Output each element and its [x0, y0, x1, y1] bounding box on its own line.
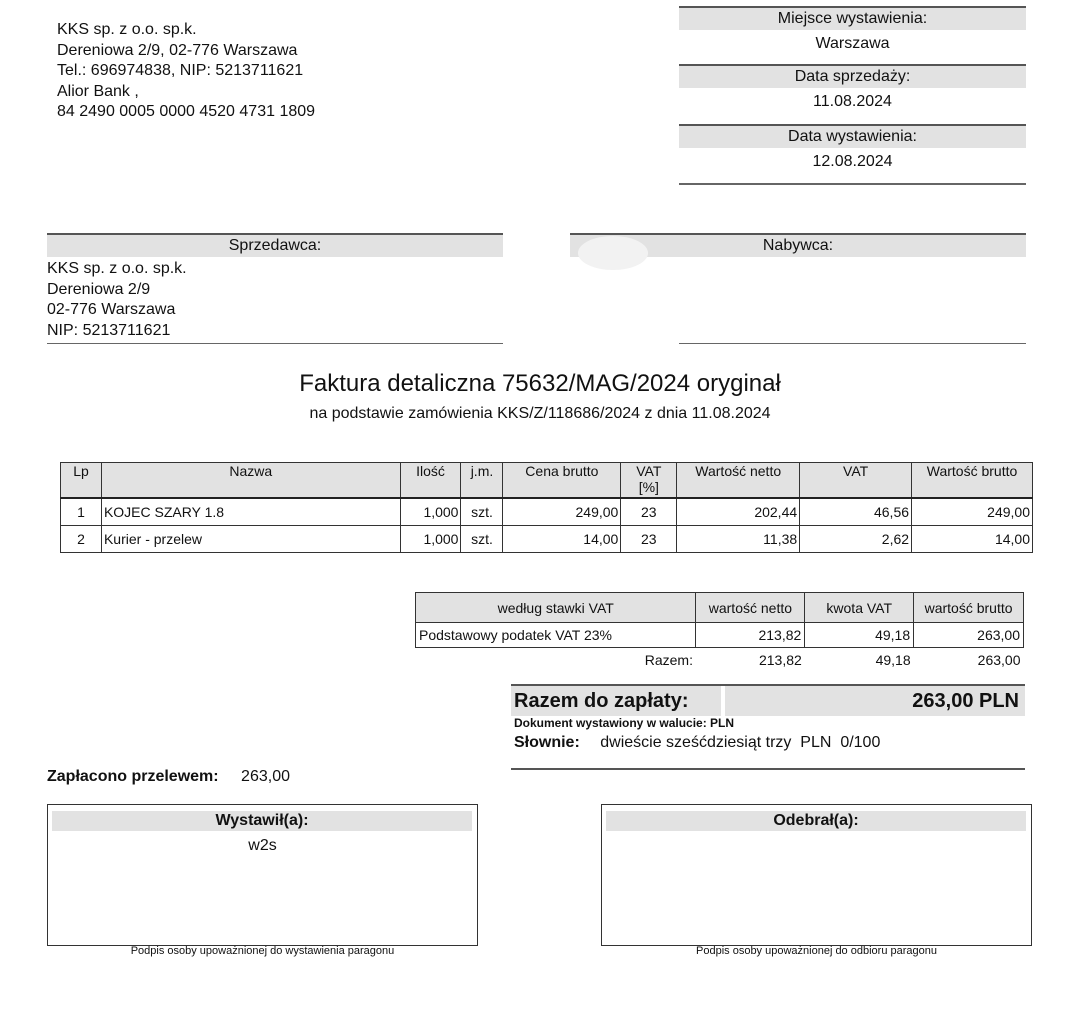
col-unit: j.m. — [461, 463, 503, 499]
issuer-caption: Podpis osoby upoważnionej do wystawienia paragonu — [130, 945, 395, 957]
col-vat: VAT — [800, 463, 912, 499]
place-label: Miejsce wystawienia: — [679, 6, 1026, 30]
vat-col-gross: wartość brutto — [914, 593, 1024, 623]
cell-gross: 249,00 — [912, 498, 1033, 526]
seller-line: NIP: 5213711621 — [47, 321, 171, 339]
seller-header-contact: Tel.: 696974838, NIP: 5213711621 — [57, 62, 304, 79]
vat-summary-table — [415, 592, 1024, 672]
vat-col-rate: według stawki VAT — [416, 593, 696, 623]
items-table — [60, 462, 1033, 553]
seller-header-account: 84 2490 0005 0000 4520 4731 1809 — [57, 103, 316, 120]
cell-net: 202,44 — [677, 498, 800, 526]
cell-net: 11,38 — [677, 526, 800, 553]
invoice-subtitle: na podstawie zamówienia KKS/Z/118686/2024 z dnia 11.08.2024 — [309, 405, 771, 422]
sale-date-value: 11.08.2024 — [813, 93, 892, 110]
seller-header — [57, 20, 315, 123]
col-vat-rate-unit: [%] — [638, 479, 659, 495]
seller-line: 02-776 Warszawa — [47, 301, 176, 318]
issue-date-label: Data wystawienia: — [679, 124, 1026, 148]
items-header-row — [61, 463, 1033, 499]
col-qty: Ilość — [400, 463, 461, 499]
buyer-rule — [679, 343, 1026, 344]
vat-col-vat: kwota VAT — [805, 593, 914, 623]
col-lp: Lp — [61, 463, 102, 499]
col-vat-rate — [621, 463, 677, 499]
issuer-value: w2s — [248, 837, 277, 854]
cell-lp: 2 — [61, 526, 102, 553]
cell-name: Kurier - przelew — [101, 526, 400, 553]
invoice-title: Faktura detaliczna 75632/MAG/2024 oryginał — [299, 370, 781, 397]
paid-value: 263,00 — [241, 768, 290, 785]
cell-price: 249,00 — [503, 498, 621, 526]
redaction-mark — [578, 236, 648, 270]
cell-lp: 1 — [61, 498, 102, 526]
payment-total: 263,00 PLN — [912, 690, 1019, 712]
cell-price: 14,00 — [503, 526, 621, 553]
place-value: Warszawa — [815, 35, 890, 52]
seller-label: Sprzedawca: — [47, 233, 503, 257]
col-name: Nazwa — [101, 463, 400, 499]
vat-header-row — [416, 593, 1024, 623]
vat-total-gross: 263,00 — [977, 652, 1021, 668]
cell-unit: szt. — [461, 498, 503, 526]
cell-qty: 1,000 — [400, 498, 461, 526]
issuer-label: Wystawił(a): — [52, 811, 472, 831]
col-vat-rate-label: VAT — [636, 463, 662, 479]
vat-rate: Podstawowy podatek VAT 23% — [416, 623, 696, 648]
currency-note: Dokument wystawiony w walucie: PLN — [514, 716, 735, 730]
vat-total-row — [416, 648, 1024, 673]
sale-date-label: Data sprzedaży: — [679, 64, 1026, 88]
table-row — [61, 526, 1033, 553]
payment-rule — [511, 768, 1025, 770]
words-value: dwieście sześćdziesiąt trzy PLN 0/100 — [600, 734, 881, 751]
vat-total-label: Razem: — [644, 652, 693, 668]
cell-qty: 1,000 — [400, 526, 461, 553]
cell-vat: 2,62 — [800, 526, 912, 553]
seller-header-name: KKS sp. z o.o. sp.k. — [57, 21, 197, 38]
vat-net: 213,82 — [696, 623, 805, 648]
vat-amount: 49,18 — [805, 623, 914, 648]
cell-vat: 46,56 — [800, 498, 912, 526]
seller-header-address: Dereniowa 2/9, 02-776 Warszawa — [57, 41, 298, 59]
cell-name: KOJEC SZARY 1.8 — [101, 498, 400, 526]
words-label: Słownie: — [514, 734, 580, 751]
vat-total-net: 213,82 — [758, 652, 802, 668]
invoice-meta — [679, 6, 1026, 185]
vat-gross: 263,00 — [914, 623, 1024, 648]
vat-row — [416, 623, 1024, 648]
seller-line: Dereniowa 2/9 — [47, 280, 151, 298]
col-gross: Wartość brutto — [912, 463, 1033, 499]
cell-vat-rate: 23 — [621, 498, 677, 526]
seller-line: KKS sp. z o.o. sp.k. — [47, 260, 187, 277]
issuer-signature-box — [47, 804, 478, 946]
issue-date-value: 12.08.2024 — [812, 153, 893, 170]
receiver-signature-box — [601, 804, 1032, 946]
col-net: Wartość netto — [677, 463, 800, 499]
cell-gross: 14,00 — [912, 526, 1033, 553]
seller-header-bank: Alior Bank , — [57, 82, 139, 100]
buyer-label: Nabywca: — [570, 233, 1026, 257]
paid-info — [47, 768, 290, 786]
table-row — [61, 498, 1033, 526]
seller-block — [47, 233, 503, 341]
payment-label: Razem do zapłaty: — [514, 690, 689, 712]
cell-vat-rate: 23 — [621, 526, 677, 553]
cell-unit: szt. — [461, 526, 503, 553]
vat-col-net: wartość netto — [696, 593, 805, 623]
vat-total-vat: 49,18 — [875, 652, 911, 668]
seller-rule — [47, 343, 503, 344]
receiver-label: Odebrał(a): — [606, 811, 1026, 831]
payment-bar-gap — [721, 686, 725, 716]
paid-label: Zapłacono przelewem: — [47, 768, 219, 785]
receiver-caption: Podpis osoby upoważnionej do odbioru paragonu — [696, 945, 937, 957]
col-price: Cena brutto — [503, 463, 621, 499]
payment-bar — [511, 684, 1025, 716]
amount-in-words — [514, 734, 880, 752]
